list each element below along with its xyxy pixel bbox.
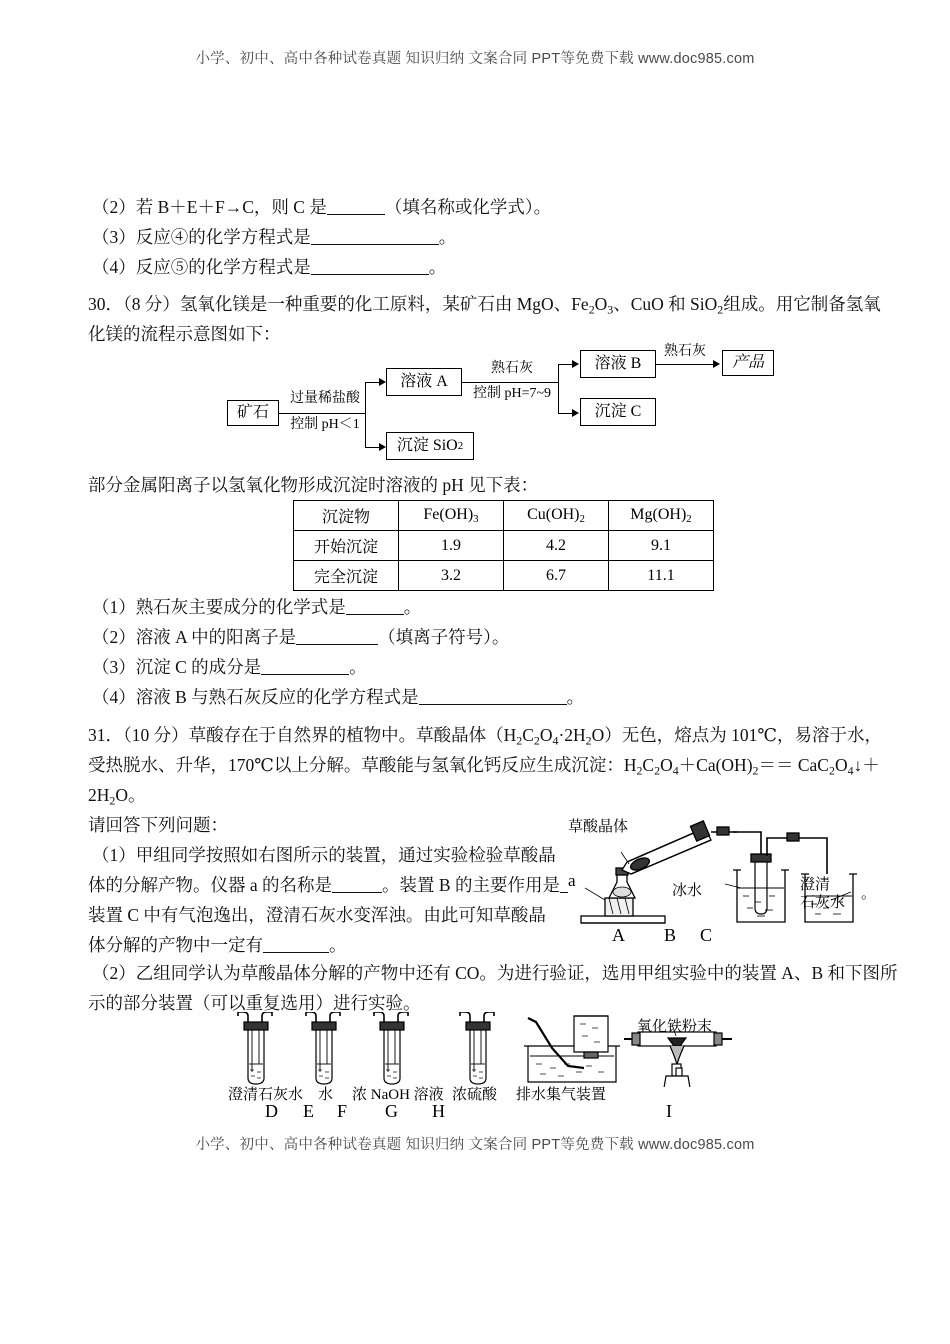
flow-connector <box>656 364 715 365</box>
flow-label-slaked-lime-2: 熟石灰 <box>664 344 706 359</box>
answer-blank[interactable] <box>296 644 378 645</box>
table-header-cell <box>504 501 609 531</box>
table-header-cell <box>609 501 714 531</box>
q31-item1-l4b: 。 <box>329 935 347 955</box>
q30-item4-end: 。 <box>566 687 585 707</box>
table-cell: 11.1 <box>609 561 714 591</box>
label-water-displacement-h: 排水集气装置 <box>516 1087 607 1103</box>
flow-arrowhead <box>379 443 386 451</box>
flow-label-ph-control-1: 控制 pH＜1 <box>290 417 360 432</box>
q31-item2-line1: （2）乙组同学认为草酸晶体分解的产物中还有 CO。为进行验证，选用甲组实验中的装置 A、B 和下图所 <box>92 963 898 983</box>
table-header-cell: 沉淀物 <box>294 501 399 531</box>
q31-stem-line2: 受热脱水、升华，170℃以上分解。草酸能与氢氧化钙反应生成沉淀：$H_2C_2O_4+Ca(OH)_2==$ $CaC_2O_4↓+$ <box>88 755 880 778</box>
label-instrument-a: a <box>568 871 576 890</box>
flow-label-slaked-lime-1: 熟石灰 <box>491 361 533 376</box>
answer-blank[interactable] <box>419 704 567 705</box>
apparatus-letter-b: B <box>664 925 677 945</box>
table-cell: 6.7 <box>504 561 609 591</box>
flow-arrowhead <box>713 360 720 368</box>
apparatus-letter-a: A <box>612 925 625 945</box>
q30-item-3 <box>92 652 367 682</box>
q31-stem-p1: 31．（10 分）草酸存在于自然界的植物中。草酸晶体（H <box>88 725 517 745</box>
q30-table-intro: 部分金属阳离子以氢氧化物形成沉淀时溶液的 pH 见下表： <box>88 475 539 495</box>
flow-split-1 <box>365 382 366 448</box>
label-limewater-d: 澄清石灰水 <box>228 1087 304 1103</box>
formula-base: Mg(OH) <box>630 505 687 523</box>
apparatus-letter-i: I <box>666 1101 672 1121</box>
flow-node-solution-b: 溶液 B <box>580 350 656 378</box>
q31-stem2-p7: ↓＋ <box>853 755 880 775</box>
flow-node-precipitate-c: 沉淀 C <box>580 398 656 426</box>
q31-stem-p2: C <box>522 725 534 745</box>
label-limewater-line1: 澄清 <box>800 877 831 893</box>
q29-item4-text: （4）反应⑤的化学方程式是 <box>92 257 311 277</box>
q29-item3-text: （3）反应④的化学方程式是 <box>92 227 311 247</box>
apparatus-letter-h: H <box>432 1101 445 1121</box>
table-header-row <box>294 501 714 531</box>
formula-sub: 3 <box>473 513 479 526</box>
table-cell: 3.2 <box>399 561 504 591</box>
apparatus-letter-g: G <box>385 1101 398 1121</box>
flow-node-sio2-text: 沉淀 SiO <box>396 437 458 454</box>
flow-label-ph-control-2: 控制 pH=7~9 <box>472 386 552 401</box>
flow-node-product: 产品 <box>722 350 774 376</box>
answer-blank[interactable] <box>332 892 382 893</box>
q29-item2-note: （填名称或化学式）。 <box>384 197 552 217</box>
q30-stem-p3: 、CuO 和 SiO <box>613 294 718 314</box>
answer-blank[interactable] <box>261 674 349 675</box>
q29-item4-end: 。 <box>428 257 447 277</box>
q31-item1-line1: （1）甲组同学按照如右图所示的装置，通过实验检验草酸晶 <box>92 845 556 865</box>
q31-stem-p3: O <box>539 725 553 745</box>
watermark-bottom: 小学、初中、高中各种试卷真题 知识归纳 文案合同 PPT等免费下载 www.doc985.com <box>195 1137 755 1153</box>
table-row-label: 开始沉淀 <box>294 531 399 561</box>
q29-item3-end: 。 <box>438 227 457 247</box>
flow-arrowhead <box>379 378 386 386</box>
q30-item2-note: （填离子符号）。 <box>378 627 510 647</box>
q31-stem2-p6: O <box>834 755 848 775</box>
label-water-e: 水 <box>318 1087 334 1103</box>
answer-blank[interactable] <box>263 952 329 953</box>
q30-stem-line2: 化镁的流程示意图如下： <box>88 324 281 344</box>
stray-punctuation: 。 <box>861 886 877 902</box>
q31-stem2-p5: ＝＝ CaC <box>758 755 829 775</box>
flow-connector <box>279 413 366 414</box>
q31-stem-line1: 31．（10 分）草酸存在于自然界的植物中。草酸晶体$(H_2C_2O_4\cdot 2H_2O)$无色，熔点为 101℃，易溶于水， <box>88 725 882 748</box>
q31-ask: 请回答下列问题： <box>88 815 228 835</box>
table-header-cell <box>399 501 504 531</box>
flow-node-ore: 矿石 <box>227 400 279 426</box>
q30-item-1 <box>92 592 421 622</box>
formula-base: Cu(OH) <box>527 505 580 523</box>
label-ice-water: 冰水 <box>672 883 703 899</box>
apparatus-letter-e: E <box>303 1101 314 1121</box>
watermark-top: 小学、初中、高中各种试卷真题 知识归纳 文案合同 PPT等免费下载 www.doc985.com <box>195 51 755 67</box>
q31-item1-line4 <box>88 930 347 960</box>
q31-stem3-p2: O。 <box>115 785 146 805</box>
q30-item1-text: （1）熟石灰主要成分的化学式是 <box>92 597 346 617</box>
flow-connector <box>462 382 559 383</box>
q31-item1-line2 <box>88 870 568 900</box>
q31-item1-l2a: 体的分解产物。仪器 a 的名称是 <box>88 875 333 895</box>
q30-item2-text: （2）溶液 A 中的阳离子是 <box>92 627 297 647</box>
table-row <box>294 561 714 591</box>
table-row <box>294 531 714 561</box>
q30-item3-end: 。 <box>349 657 367 677</box>
q31-stem-line3: $2H_2O$。 <box>88 785 146 808</box>
q30-stem-p2: O <box>594 294 608 314</box>
label-iron-oxide-powder: 氧化铁粉末 <box>637 1019 713 1035</box>
q31-stem2-p3: O <box>660 755 673 775</box>
label-limewater-line2: 石灰水 <box>800 895 846 911</box>
table-cell: 1.9 <box>399 531 504 561</box>
q31-stem-p4: ·2H <box>558 725 586 745</box>
flow-arrowhead <box>572 409 579 417</box>
q29-item2-text: （2）若 B＋E＋F→C，则 C 是 <box>92 197 327 217</box>
apparatus-letter-c: C <box>700 925 713 945</box>
flow-node-precipitate-sio2 <box>386 432 474 460</box>
q31-item1-l4a: 体分解的产物中一定有 <box>88 935 263 955</box>
q30-item4-text: （4）溶液 B 与熟石灰反应的化学方程式是 <box>92 687 419 707</box>
label-oxalic-acid-crystal: 草酸晶体 <box>568 819 629 835</box>
apparatus-letter-d: D <box>265 1101 278 1121</box>
formula-sub: 2 <box>579 513 585 526</box>
label-sulfuric-acid-g: 浓硫酸 <box>452 1087 498 1103</box>
formula-sub: 2 <box>686 513 692 526</box>
q30-item3-text: （3）沉淀 C 的成分是 <box>92 657 262 677</box>
q31-stem-p5: O）无色，熔点为 101℃，易溶于水， <box>591 725 882 745</box>
flow-split-2 <box>558 364 559 414</box>
flow-node-sio2-sub: 2 <box>457 439 464 452</box>
q31-item1-line3: 装置 C 中有气泡逸出，澄清石灰水变浑浊。由此可知草酸晶 <box>88 905 546 925</box>
apparatus-letter-f: F <box>337 1101 348 1121</box>
formula-base: Fe(OH) <box>423 505 474 523</box>
q31-stem2-p2: C <box>642 755 655 775</box>
table-row-label: 完全沉淀 <box>294 561 399 591</box>
label-naoh-f: 浓 NaOH 溶液 <box>352 1087 444 1103</box>
table-cell: 4.2 <box>504 531 609 561</box>
flow-arrowhead <box>572 360 579 368</box>
q30-item1-end: 。 <box>403 597 422 617</box>
answer-blank[interactable] <box>346 614 404 615</box>
q30-item-4 <box>92 682 584 712</box>
flow-node-solution-a: 溶液 A <box>386 368 462 396</box>
q31-stem2-p4: ＋Ca(OH) <box>678 755 753 775</box>
q30-item-2 <box>92 622 509 652</box>
q31-item2-line2: 示的部分装置（可以重复选用）进行实验。 <box>88 993 421 1013</box>
flow-label-excess-hcl: 过量稀盐酸 <box>290 391 360 406</box>
q31-stem3-p1: 2H <box>88 785 110 805</box>
q31-item1-l2b: 。装置 B 的主要作用是 <box>382 875 560 895</box>
q30-stem-p4: 组成。用它制备氢氧 <box>723 294 881 314</box>
q30-stem-p1: 30．（8 分）氢氧化镁是一种重要的化工原料，某矿石由 MgO、Fe <box>88 294 589 314</box>
q30-stem-line1: 30．（8 分）氢氧化镁是一种重要的化工原料，某矿石由 MgO、$Fe_2O_3$、CuO 和 SiO$_2$组成。用它制备氢氧 <box>88 294 881 317</box>
precipitation-ph-table <box>293 500 714 591</box>
q31-stem2-p1: 受热脱水、升华，170℃以上分解。草酸能与氢氧化钙反应生成沉淀：H <box>88 755 637 775</box>
table-cell: 9.1 <box>609 531 714 561</box>
